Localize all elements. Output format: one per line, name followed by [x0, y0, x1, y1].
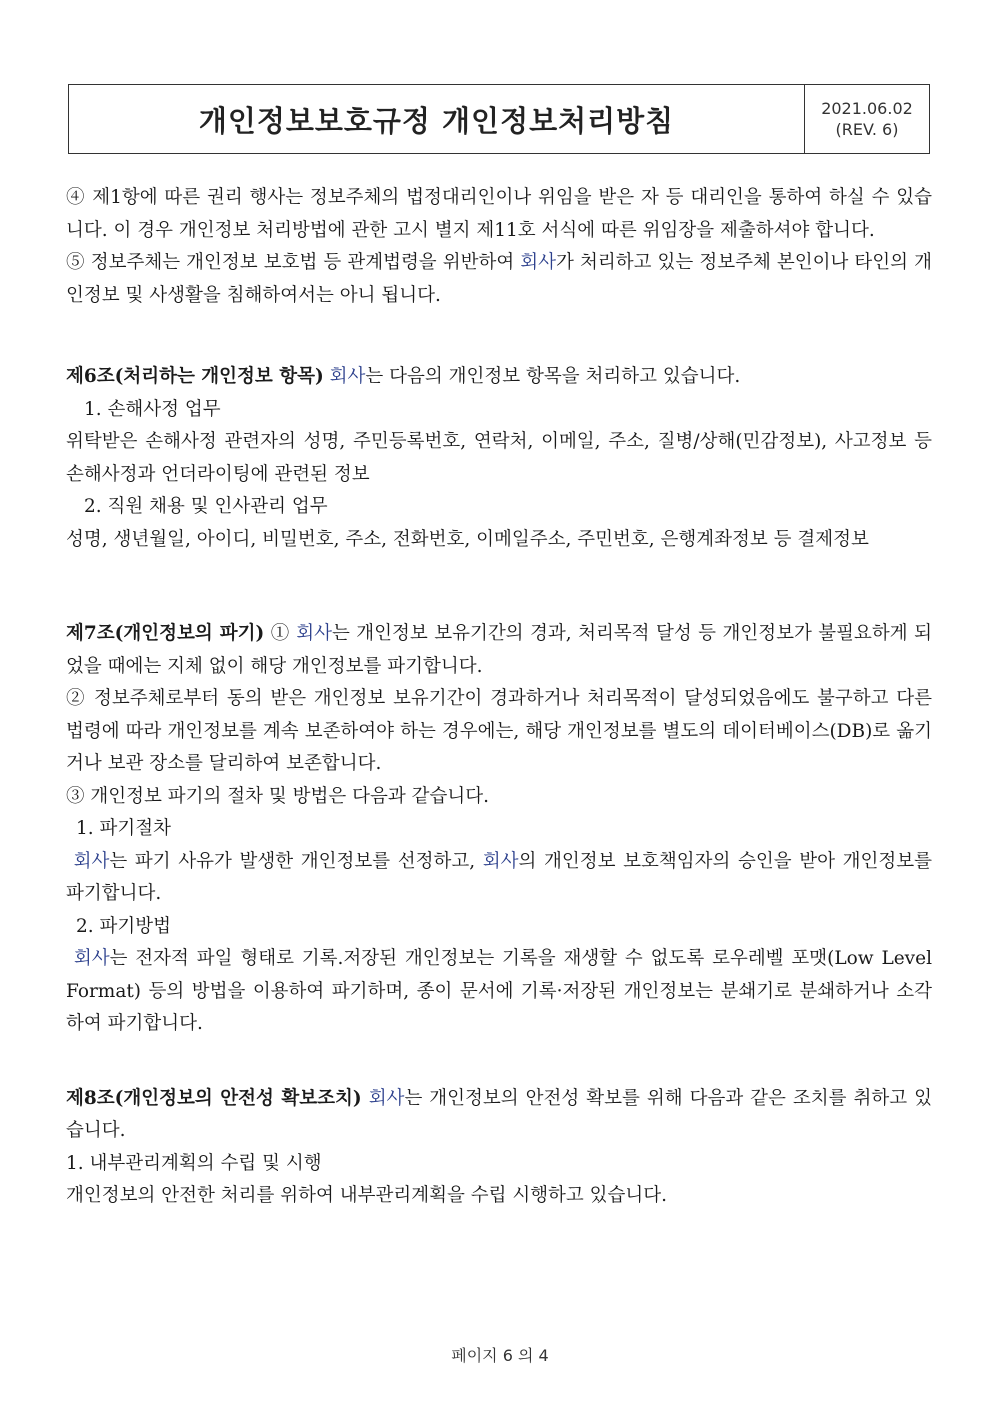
company-term: 회사	[368, 1087, 405, 1109]
section-8	[66, 1083, 932, 1148]
revision-box	[804, 85, 929, 153]
paragraph-text: 는 파기 사유가 발생한 개인정보를 선정하고,	[109, 850, 483, 872]
paragraph	[66, 182, 932, 247]
list-item-title: 2. 직원 채용 및 인사관리 업무	[84, 496, 328, 517]
list-item-title: 1. 손해사정 업무	[84, 398, 221, 420]
company-term: 회사	[296, 623, 332, 644]
company-term: 회사	[73, 948, 110, 969]
list-item-text	[66, 846, 932, 911]
paragraph-text: ④ 제1항에 따른 권리 행사는 정보주체의 법정대리인이나 위임을 받은 자 등 대리인을 통하여 하실 수 있습니다. 이 경우 개인정보 처리방법에 관한 고시 별지 제11호 서식에 따른 위임장을 제출하셔야 합니다.	[66, 187, 932, 241]
list-item-title: 1. 내부관리계획의 수립 및 시행	[66, 1152, 322, 1174]
paragraph	[66, 247, 932, 312]
company-term: 회사	[520, 252, 557, 273]
company-term: 회사	[329, 366, 366, 387]
list-item-title: 2. 파기방법	[76, 915, 172, 937]
paragraph-text: ①	[270, 623, 297, 644]
company-term: 회사	[73, 850, 110, 872]
list-item-text	[66, 943, 932, 1041]
paragraph: ③ 개인정보 파기의 절차 및 방법은 다음과 같습니다.	[66, 785, 489, 807]
section-title: 제6조(처리하는 개인정보 항목)	[66, 366, 324, 387]
paragraph-text: 는 개인정보의 안전성 확보를 위해 다음과 같은 조치를 취하고 있습니다.	[66, 1087, 932, 1141]
list-item-text: 위탁받은 손해사정 관련자의 성명, 주민등록번호, 연락처, 이메일, 주소, 질병/상해(민감정보), 사고정보 등 손해사정과 언더라이팅에 관련된 정보	[66, 431, 932, 485]
section-title: 제7조(개인정보의 파기)	[66, 623, 265, 644]
document-body	[66, 182, 932, 1213]
document-title: 개인정보보호규정 개인정보처리방침	[198, 103, 675, 138]
section-title: 제8조(개인정보의 안전성 확보조치)	[66, 1087, 362, 1109]
section-6	[66, 361, 932, 394]
paragraph-text: 가 처리하고 있는 정보주체 본인이나 타인의 개인정보 및 사생활을 침해하여서는 아니 됩니다.	[66, 252, 932, 306]
page-number: 페이지 6 의 4	[451, 1346, 549, 1365]
paragraph-text: 는 개인정보 보유기간의 경과, 처리목적 달성 등 개인정보가 불필요하게 되었을 때에는 지체 없이 해당 개인정보를 파기합니다.	[66, 623, 932, 677]
revision-date: 2021.06.02	[821, 99, 913, 118]
list-item-text: 개인정보의 안전한 처리를 위하여 내부관리계획을 수립 시행하고 있습니다.	[66, 1185, 668, 1206]
paragraph-text: 는 전자적 파일 형태로 기록.저장된 개인정보는 기록을 재생할 수 없도록 로우레벨 포맷(Low Level Format) 등의 방법을 이용하여 파기하며, 종이 문서에 기록·저장된 개인정보는 분쇄기로 분쇄하거나 소각하여 파기합니다.	[66, 948, 932, 1034]
paragraph-text: ⑤ 정보주체는 개인정보 보호법 등 관계법령을 위반하여	[66, 252, 521, 273]
list-item-title: 1. 파기절차	[76, 818, 172, 839]
list-item-text: 성명, 생년월일, 아이디, 비밀번호, 주소, 전화번호, 이메일주소, 주민번호, 은행계좌정보 등 결제정보	[66, 528, 869, 550]
paragraph-text: 는 다음의 개인정보 항목을 처리하고 있습니다.	[365, 366, 741, 387]
paragraph-text: 의 개인정보 보호책임자의 승인을 받아 개인정보를 파기합니다.	[66, 850, 932, 904]
section-7	[66, 618, 932, 683]
revision-number: (REV. 6)	[835, 120, 899, 139]
document-header	[68, 84, 930, 154]
company-term: 회사	[482, 850, 519, 872]
paragraph: ② 정보주체로부터 동의 받은 개인정보 보유기간이 경과하거나 처리목적이 달성되었음에도 불구하고 다른 법령에 따라 개인정보를 계속 보존하여야 하는 경우에는, 해당 개인정보를 별도의 데이터베이스(DB)로 옮기거나 보관 장소를 달리하여 보존합니다.	[66, 688, 932, 774]
